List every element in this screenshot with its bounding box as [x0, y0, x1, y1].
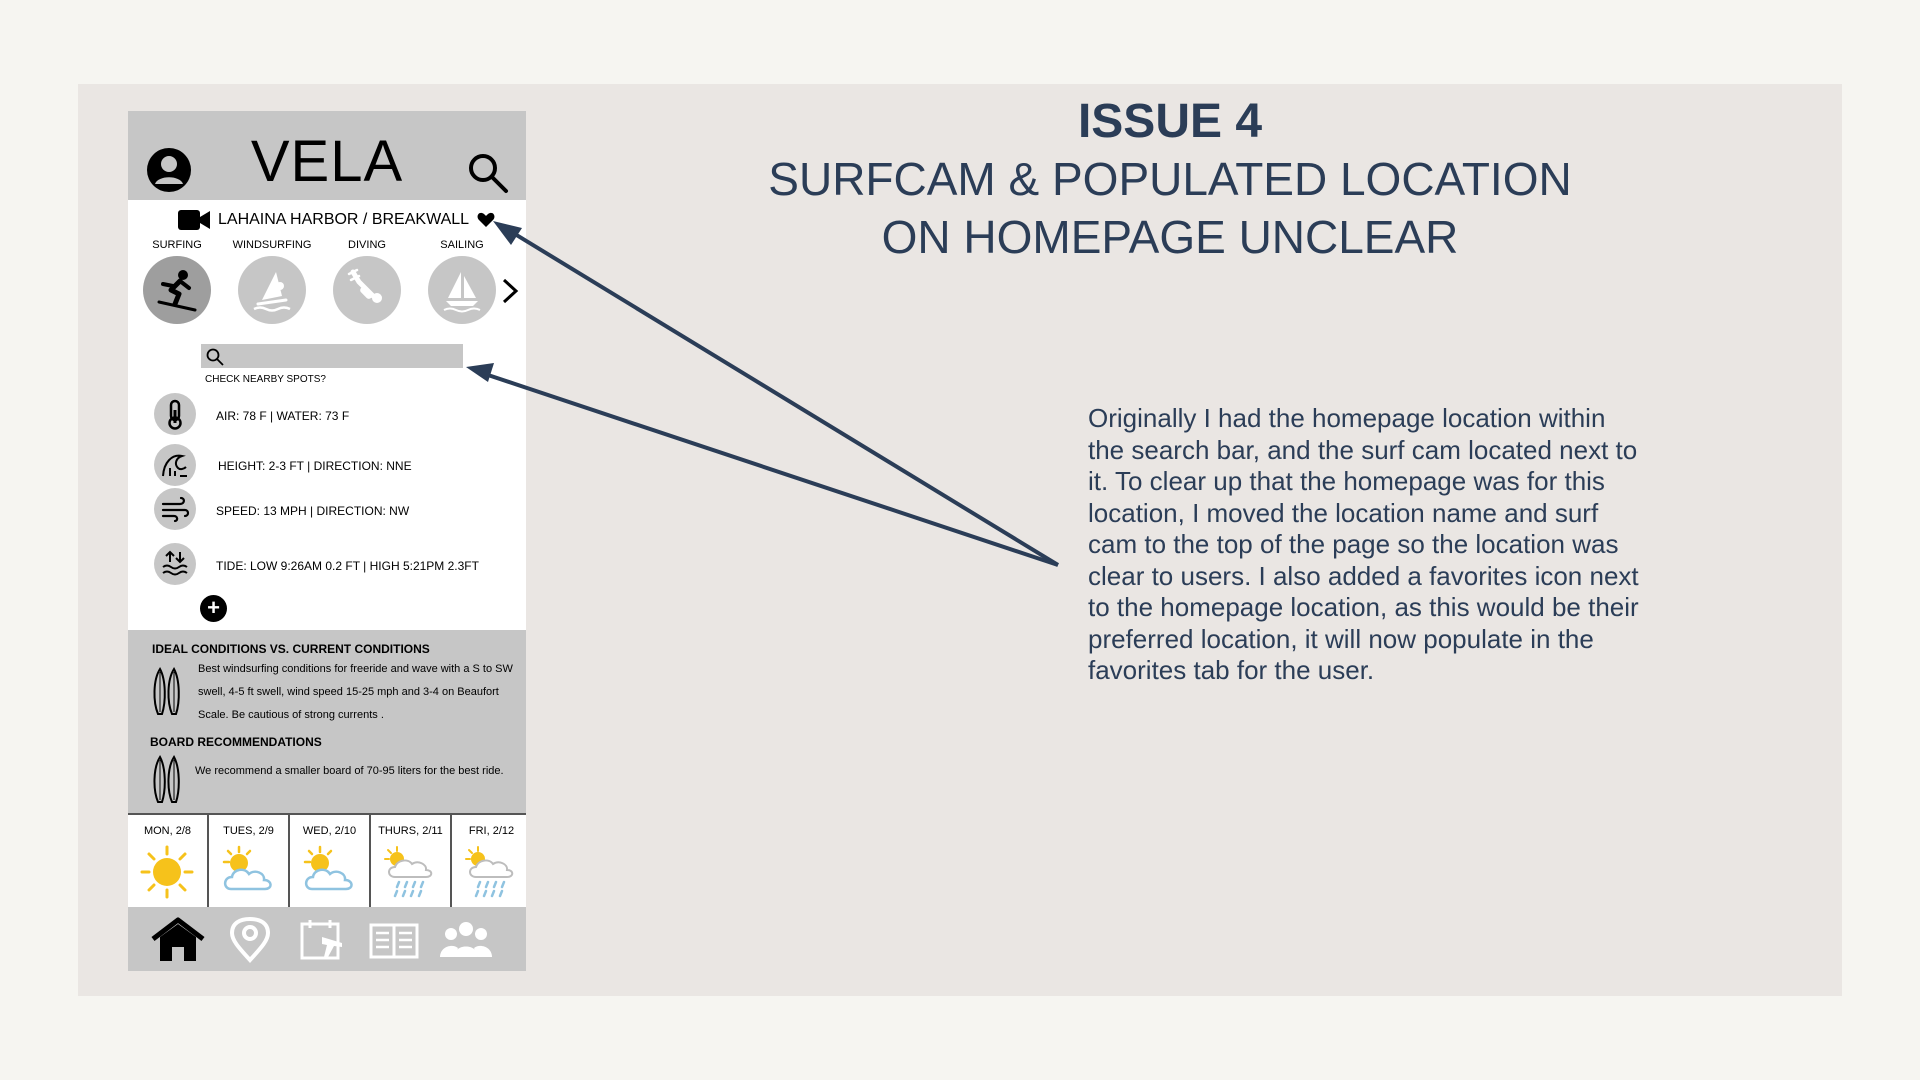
issue-description: Originally I had the homepage location within the search bar, and the surf cam located next to it. To clear up that the homepage was for this location, I moved the location name and surf cam to the top of the page so the location was clear to users. I also added a favorites icon next to the homepage location, as this would be their preferred location, it will now populate in the favorites tab for the user.: [1088, 403, 1639, 685]
activity-label-surfing: SURFING: [152, 239, 202, 251]
forecast-day-label: WED, 2/10: [302, 825, 357, 837]
condition-wind: SPEED: 13 MPH | DIRECTION: NW: [216, 504, 410, 518]
board-recommendations-text: We recommend a smaller board of 70-95 liters for the best ride.: [195, 765, 504, 777]
ideal-conditions-heading: IDEAL CONDITIONS VS. CURRENT CONDITIONS: [152, 642, 430, 656]
app-brand: VELA: [250, 129, 404, 194]
issue-title: ISSUE 4: [1077, 95, 1263, 148]
arrow-head: [466, 363, 494, 382]
arrow-head: [493, 221, 522, 245]
activity-label-diving: DIVING: [348, 239, 386, 251]
location-name: LAHAINA HARBOR / BREAKWALL: [218, 211, 470, 228]
forecast-day-label: THURS, 2/11: [378, 825, 443, 837]
activity-label-sailing: SAILING: [440, 239, 484, 251]
check-nearby-label: CHECK NEARBY SPOTS?: [205, 374, 326, 385]
forecast-day-label: TUES, 2/9: [223, 825, 274, 837]
add-condition-button[interactable]: +: [200, 595, 227, 622]
issue-subtitle-line1: SURFCAM & POPULATED LOCATION: [768, 153, 1572, 205]
ideal-conditions-text: Best windsurfing conditions for freeride and wave with a S to SW swell, 4-5 ft swell, wind speed 15-25 mph and 3-4 on Beaufort Scale. Be cautious of strong currents .: [198, 663, 513, 721]
condition-tide: TIDE: LOW 9:26AM 0.2 FT | HIGH 5:21PM 2.3FT: [216, 559, 479, 573]
condition-temperature: AIR: 78 F | WATER: 73 F: [216, 409, 350, 423]
issue-subtitle-line2: ON HOMEPAGE UNCLEAR: [881, 211, 1459, 263]
activity-label-windsurfing: WINDSURFING: [232, 239, 312, 251]
arrow-to-search: [482, 373, 1058, 565]
forecast-day-label: MON, 2/8: [143, 825, 192, 837]
arrow-to-location: [505, 228, 1058, 565]
forecast-day-label: FRI, 2/12: [468, 825, 515, 837]
condition-wave: HEIGHT: 2-3 FT | DIRECTION: NNE: [218, 459, 412, 473]
board-recommendations-heading: BOARD RECOMMENDATIONS: [150, 735, 322, 749]
